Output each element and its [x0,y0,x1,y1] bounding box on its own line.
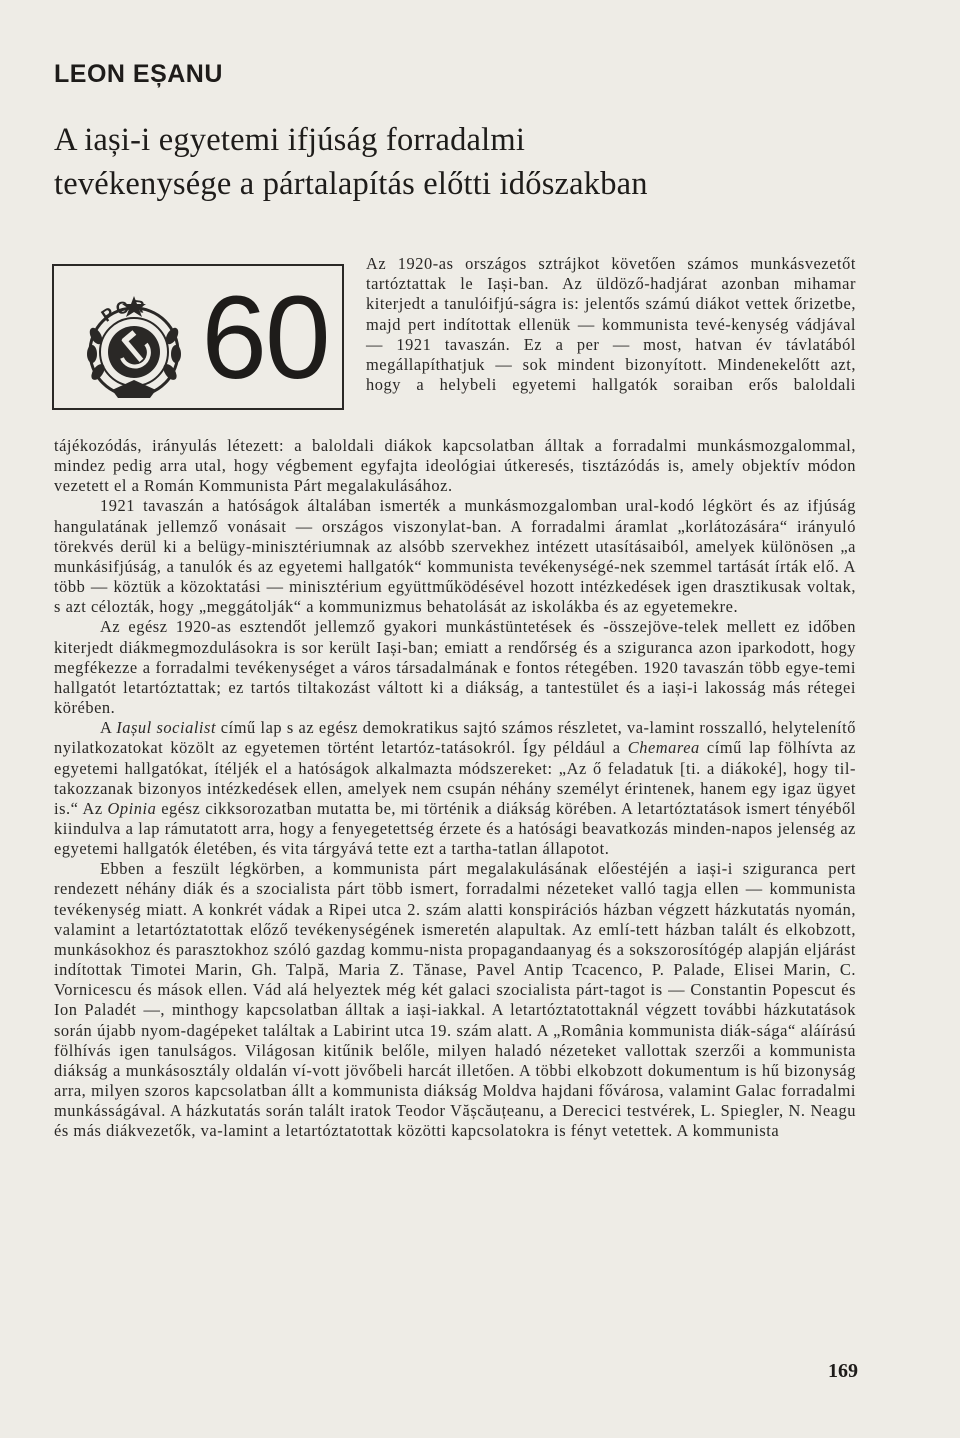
anniversary-emblem [52,264,344,410]
anniversary-number: 60 [201,272,329,404]
body-paragraph-5: Ebben a feszült légkörben, a kommunista párt megalakulásának előestéjén a iași-i sziguranca pert rendezett néhány diák és a szocialista párt több ismert, forradalmi nézeteket valló tagja ellen — kommunista tevékenység miatt. A konkrét vádak a Ripei utca 2. szám alatti konspirációs házban végzett házkutatás nyomán, valamint a letartóztatottak előző tevékenységének ismeretén alapultak. Az emlí-tett házban talált és elkobzott, munkásokhoz és parasztokhoz szóló gazdag kommu-nista propagandaanyag és a sokszorosítógép alapján eljárást indítottak Timotei Marin, Gh. Talpă, Maria Z. Tănase, Pavel Antip Tcacenco, P. Palade, Elisei Marin, C. Vornicescu és mások ellen. Vád alá helyeztek még két galaci szocialista párt-tagot is — Constantin Popescut és Ion Paladét —, minthogy kapcsolatban álltak a iași-iakkal. A letartóztatottaknál végzett további házkutatások során újabb nyom-dagépeket találtak a Labirint utca 19. szám alatt. A „România kommunista diák-sága“ aláírású fölhívás igen tanulságos. Világosan kitűnik belőle, milyen haladó nézeteket vallottak szerzői a kommunista diákság a munkásosztály oldalán ví-vott jövőbeli harcát illetően. A többi elkobzott dokumentum is hű bizonyság arra, milyen szoros kapcsolatban állt a kommunista diákság Moldva hajdani fővárosa, valamint Galac forradalmi munkásságával. A házkutatás során talált iratok Teodor Vășcăuțeanu, a Derecici testvérek, L. Spiegler, N. Neagu és más diákvezetők, va-lamint a letartóztatottak közötti kapcsolatokra is fényt vetettek. A kommunista [54,859,856,1141]
journal-name-iasul-socialist: Iașul socialist [116,718,217,738]
p4-text-c: című lap fölhívta az egyetemi hallgatókat, ítéljék el a hatóságok alkalmazta módszereket: „Az ő feladatuk [ti. a diákoké], hogy til-takozzanak bizonyos intézkedések ellen, amelyek nem csupán néhány személyt érintenek, hanem egy igaz ügyet is.“ Az [54,738,856,818]
svg-text:PCR [98,297,147,326]
article-title [54,118,914,206]
intro-column [366,254,856,395]
body-paragraph-2: 1921 tavaszán a hatóságok általában ismerték a munkásmozgalomban ural-kodó légkört és az ifjúság hangulatának jellemző vonásait — országos viszonylat-ban. A forradalmi áramlat „korlátozására“ irányuló törekvés derül ki a belügy-minisztériumnak az alsóbb szervekhez intézett utasításaiból, amelyek különösen „a munkásifjúság, a tanulók és az egyetemi hallgatók“ kommunista tevékenységé-nek szemmel tartását írták elő. A több — köztük a közoktatási — minisztérium együttműködésével hozott intézkedések igen drasztikusak voltak, s azt célozták, hogy „meggátolják“ a kommunizmus behatolását az iskolákba és az egyetemekre. [54,496,856,617]
p4-text-d: egész cikksorozatban mutatta be, mi történik a diákság körében. A letartóztatások ismert tényéből kiindulva a lap rámutatott arra, hogy a fenyegetettség érzete és a hatósági beavatkozás minden-napos jelenség az egyetemi hallgatók életében, és vita tárgyává tette ezt a tartha-tatlan állapotot. [54,798,856,859]
article-body [54,436,856,1141]
journal-name-chemarea: Chemarea [627,738,700,758]
page-number: 169 [828,1360,858,1382]
title-line-2: tevékenysége a pártalapítás előtti időszakban [54,166,648,202]
body-paragraph-4 [54,718,856,859]
p4-text-a: A [100,718,117,738]
body-paragraph-1: tájékozódás, irányulás létezett: a baloldali diákok kapcsolatban álltak a forradalmi munkásmozgalommal, mindez pedig arra utal, hogy végbement egyfajta ideológiai útkeresés, tisztázódás is, amely objektív módon vezetett el a Román Kommunista Párt megalakulásához. [54,436,856,496]
title-line-1: A iași-i egyetemi ifjúság forradalmi [54,122,526,158]
p4-text-b: című lap s az egész demokratikus sajtó számos részletet, va-lamint rosszalló, helytelenítő nyilatkozatokat közölt az egyetemen történt letartóz-tatásokról. Így például a [54,718,856,758]
body-paragraph-3: Az egész 1920-as esztendőt jellemző gyakori munkástüntetések és -összejöve-telek mellett ez időben kiterjedt diákmegmozdulásokra is sor került Iași-ban; emiatt a rendőrség és a sziguranca azon iparkodott, hogy megfékezze a forradalmi tevékenységet a város társadalmának e fontos rétegében. 1920 tavaszán több egye-temi hallgatót letartóztattak; ez tartós tiltakozást váltott ki a diákság, a tantestület és a iași-i lakosság más rétegei körében. [54,617,856,718]
author-name: LEON EȘANU [54,60,223,88]
intro-paragraph: Az 1920-as országos sztrájkot követően számos munkásvezetőt tartóztattak le Iași-ban. Az üldöző-hadjárat azonban mihamar kiterjedt a tanulóifjú-ságra is: jelentős számú diákot vettek őrizetbe, majd pert indítottak ellenük — kommunista tevé-kenység vádjával — 1921 tavaszán. Ez a per — most, hatvan év távlatából megállapíthatjuk — sok mindent bizonyított. Mindenekelőtt azt, hogy a helybeli egyetemi hallgatók soraiban erős baloldali [366,254,856,395]
emblem-ring-text: PCR [97,296,148,326]
journal-name-opinia: Opinia [107,798,157,818]
